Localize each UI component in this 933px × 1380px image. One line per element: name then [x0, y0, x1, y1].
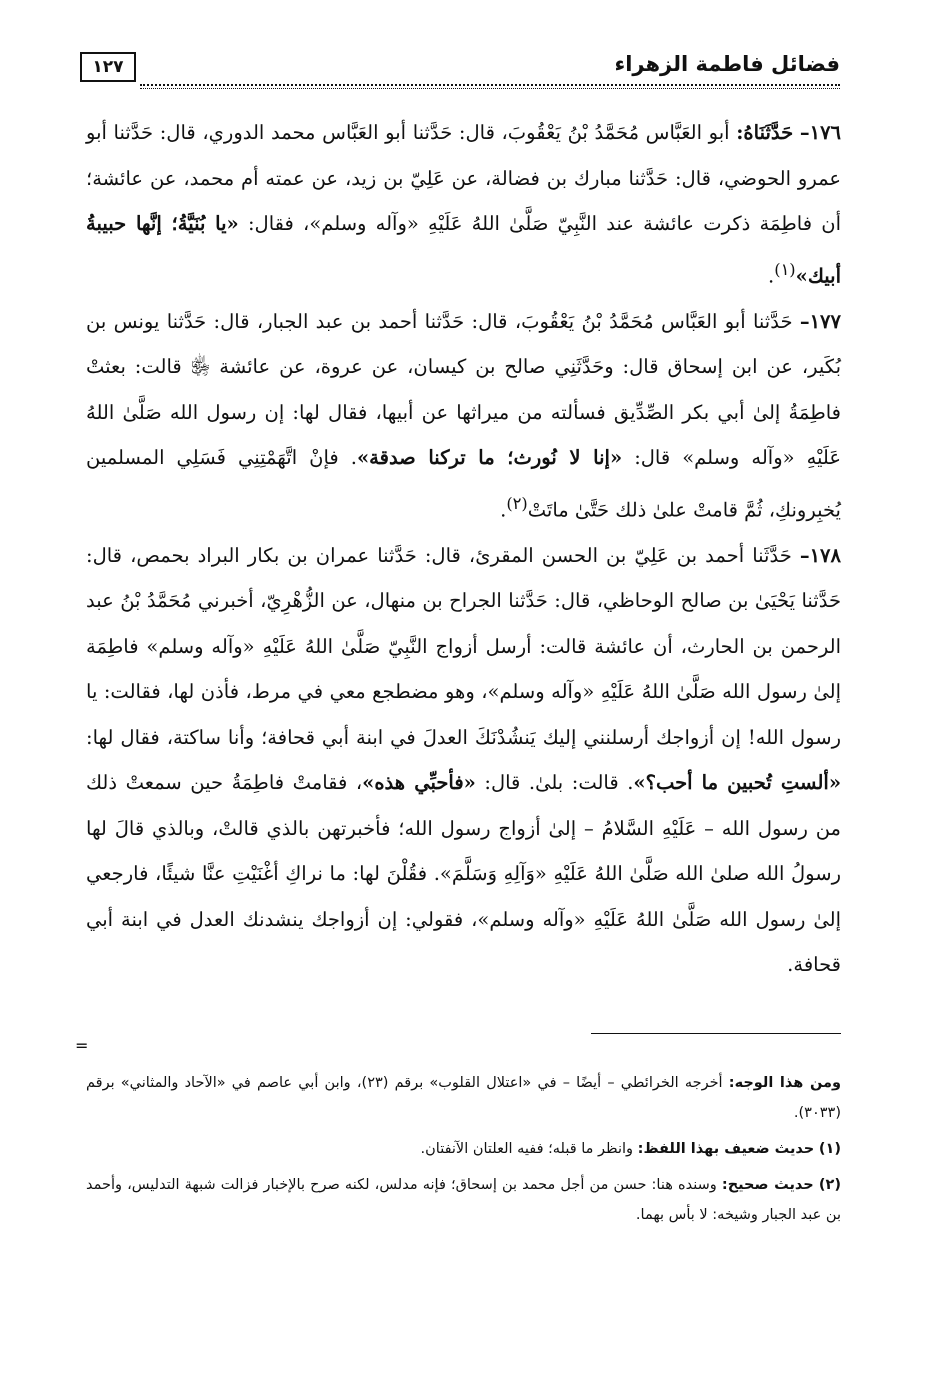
page-header: [80, 48, 840, 94]
hadith-body: حَدَّثَنا أحمد بن عَلِيّ بن الحسن المقرئ، قال: حَدَّثنا عمران بن بكار البراد بحمص، قال: حَدَّثنا يَحْيَىٰ بن صالح الوحاظي، قال: حَدَّثنا الجراح بن منهال، عن الزُّهْرِيّ، أخبرني مُحَمَّدُ بْنُ عبد الرحمن بن الحارث، أن عائشة قالت: أرسل أزواج النَّبِيّ صَلَّىٰ اللهُ عَلَيْهِ «وآله وسلم» فاطِمَة إلىٰ رسول الله صَلَّىٰ اللهُ عَلَيْهِ «وآله وسلم»، وهو مضطجع معي في مرط، فأذن لها، فقالت: يا رسول الله! إن أزواجك أرسلنني إليك يَنشُدْنَكَ العدلَ في ابنة أبي قحافة؛ وأنا ساكتة، فقال لها:: [86, 543, 841, 749]
hadith-tail: .: [500, 498, 507, 521]
footnote-1: [86, 1134, 841, 1164]
hadith-177: [86, 299, 841, 533]
hadith-number: ١٧٦–: [799, 121, 842, 144]
footnote-text: وانظر ما قبله؛ ففيه العلتان الآنفتان.: [420, 1141, 634, 1157]
footnote-ref: (٢): [506, 493, 528, 513]
header-rule-secondary: [140, 88, 840, 89]
footnote-lead: حديث صحيح:: [721, 1177, 814, 1193]
footnote-lead: ومن هذا الوجه:: [728, 1075, 841, 1091]
footnote-divider: [591, 1033, 841, 1034]
footnote-ref: (١): [774, 259, 796, 279]
hadith-continuation-2: ، فقامتْ فاطِمَةُ حين سمعتْ ذلك من رسول الله – عَلَيْهِ السَّلامُ – إلىٰ أزواج رسول الله؛ فأخبرتهن بالذي قالتْ، وبالذي قالَ لها رسولُ الله صلىٰ الله صَلَّىٰ اللهُ عَلَيْهِ «وَآلِهِ وَسَلَّمَ». فقُلْنَ لها: ما نراكِ أغْنَيْتِ عنَّا شيئًا، فارجعي إلىٰ رسول الله صَلَّىٰ اللهُ عَلَيْهِ «وآله وسلم»، فقولي: إن أزواجك ينشدنك العدل في ابنة أبي قحافة.: [86, 771, 841, 976]
hadith-176: [86, 110, 841, 299]
hadith-body: أبو العَبَّاس مُحَمَّدُ بْنُ يَعْقُوبَ، قال: حَدَّثنا أبو العَبَّاس محمد الدوري، قال: حَدَّثنا أبو عمرو الحوضي، قال: حَدَّثنا مبارك بن فضالة، عن عَلِيّ بن زيد، عن عمته أم محمد، عن عائشة؛ أن فاطِمَة ذكرت عائشة عند النَّبِيّ صَلَّىٰ اللهُ عَلَيْهِ «وآله وسلم»، فقال:: [86, 121, 841, 235]
footnote-marker: (٢): [818, 1177, 841, 1193]
footnotes: [86, 1068, 841, 1236]
footnote-text: أخرجه الخرائطي – أيضًا – في «اعتلال القلوب» برقم (٢٣)، وابن أبي عاصم في «الآحاد والمثاني» برقم (٣٠٣٣).: [86, 1075, 841, 1121]
footnote-2: [86, 1170, 841, 1230]
footnote-continuation: [86, 1068, 841, 1128]
hadith-number: ١٧٨–: [799, 543, 841, 567]
running-title: فضائل فاطمة الزهراء: [614, 52, 840, 76]
hadith-continuation: . فإنْ اتَّهَمْتِنِي فَسَلِي المسلمين يُخبِرونكِ، ثُمَّ قامتْ علىٰ ذلك حَتَّىٰ ماتَتْ: [86, 446, 841, 521]
hadith-number: ١٧٧–: [799, 309, 841, 333]
footnote-marker: (١): [818, 1141, 841, 1157]
header-rule: [140, 84, 840, 86]
prophetic-saying-2: «فأحبِّي هذه»: [362, 771, 476, 794]
hadith-intro: حَدَّثَنَاهُ:: [736, 121, 794, 144]
hadith-178: [86, 533, 841, 988]
prophetic-saying: «ألستِ تُحبين ما أحب؟»: [633, 771, 842, 794]
continuation-mark: =: [75, 1036, 89, 1055]
hadith-tail: .: [768, 264, 775, 287]
footnote-text: وسنده هنا: حسن من أجل محمد بن إسحاق؛ فإنه مدلس، لكنه صرح بالإخبار فزالت شبهة التدليس، وأحمد بن عبد الجبار وشيخه: لا بأس بهما.: [86, 1177, 841, 1223]
prophetic-saying: «يا بُنَيَّةُ؛ إنَّها حبيبةُ أبيك»: [86, 212, 841, 287]
main-text: [86, 110, 841, 988]
page-number: ١٢٧: [80, 52, 136, 82]
footnote-lead: حديث ضعيف بهذا اللفظ:: [637, 1141, 815, 1157]
prophetic-saying: «إنا لا نُورث؛ ما تركنا صدقة»: [356, 446, 623, 469]
hadith-continuation: . قالت: بلىٰ. قال:: [484, 771, 634, 794]
hadith-body: حَدَّثنا أبو العَبَّاس مُحَمَّدُ بْنُ يَعْقُوبَ، قال: حَدَّثنا أحمد بن عبد الجبار، قال: حَدَّثنا يونس بن بُكَير، عن ابن إسحاق قال: وحَدَّثَنِي صالح بن كيسان، عن عروة، عن عائشة ﵂ قالت: بعثتْ فاطِمَةُ إلىٰ أبي بكر الصِّدِّيق فسألته من ميراثها عن أبيها، فقال لها: إن رسول الله صَلَّىٰ اللهُ عَلَيْهِ «وآله وسلم» قال:: [86, 309, 842, 469]
